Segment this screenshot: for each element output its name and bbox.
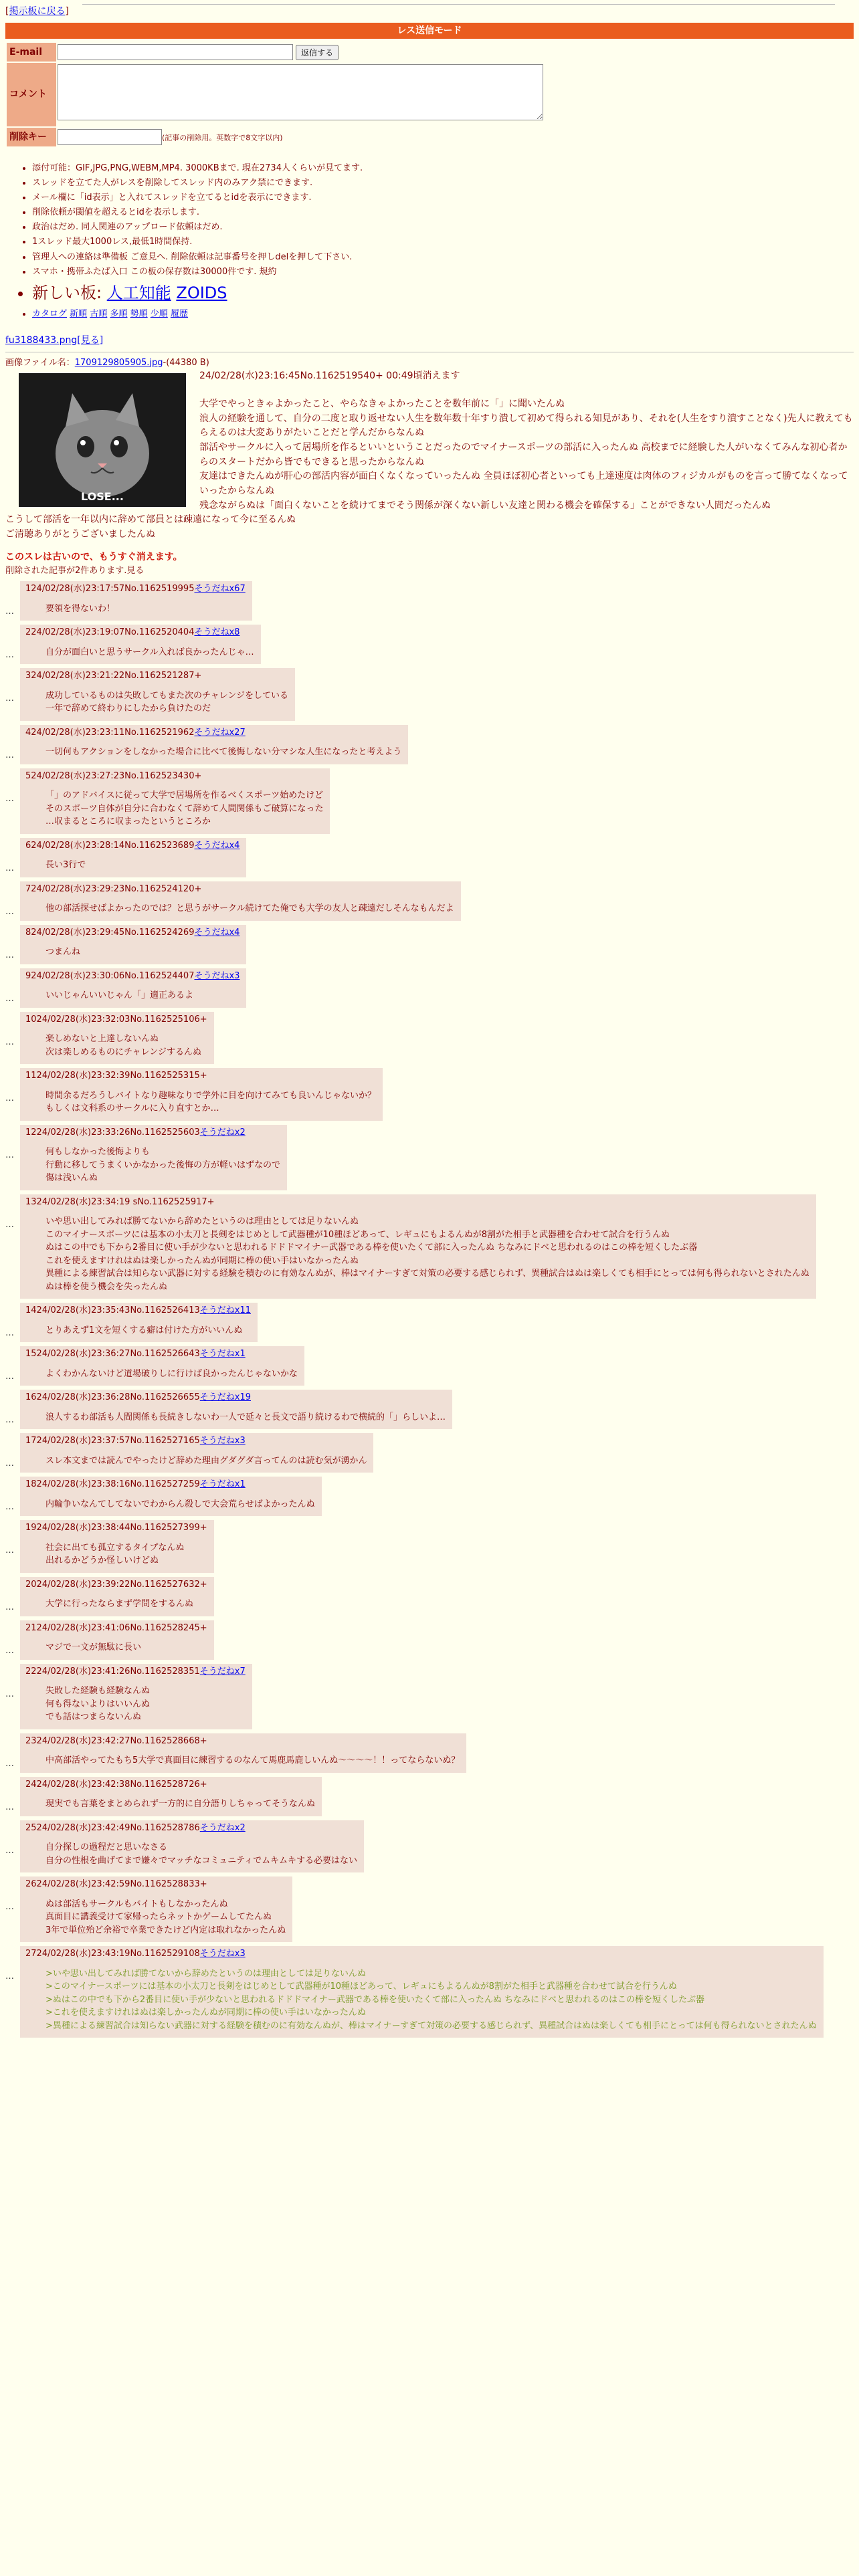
reply-meta: 1024/02/28(水)23:32:03No.1162525106+: [25, 1014, 207, 1025]
reply-indent: …: [5, 693, 14, 704]
reply-meta: 1724/02/28(水)23:37:57No.1162527165: [25, 1436, 200, 1446]
top-divider: [82, 4, 835, 5]
reply-header: [25, 1304, 251, 1317]
sodane-button[interactable]: そうだねx2: [199, 1127, 246, 1138]
reply-line: でも話はつまらないんぬ: [45, 1712, 142, 1723]
reply-header: [25, 1013, 207, 1027]
board-link-ai[interactable]: 人工知能: [106, 283, 171, 302]
reply-indent: …: [5, 1459, 14, 1469]
reply-line: 時間余るだろうしバイトなり趣味なりで学外に目を向けてみても良いんじゃないか？: [45, 1090, 377, 1101]
reply-box: [20, 1777, 322, 1816]
reply-header: [25, 1348, 298, 1361]
reply-box: [20, 1346, 304, 1386]
reply-box: [20, 1577, 214, 1616]
sodane-button[interactable]: そうだねx8: [194, 627, 240, 638]
reply-body: [45, 1089, 376, 1115]
reply-post: [5, 925, 854, 964]
op-header: 24/02/28(水)23:16:45No.1162519540+ 00:49頃消えます: [199, 370, 460, 382]
reply-box: [20, 625, 261, 664]
comment-field[interactable]: [58, 64, 543, 120]
reply-box: [20, 1820, 364, 1873]
sodane-button[interactable]: そうだねx4: [194, 840, 240, 851]
reply-box: [20, 1125, 287, 1190]
reply-meta: 1224/02/28(水)23:33:26No.1162525603: [25, 1127, 200, 1138]
reply-indent: …: [5, 1645, 14, 1656]
reply-meta: 2324/02/28(水)23:42:27No.1162528668+: [25, 1735, 207, 1746]
reply-line: ぬはこの中でも下から2番目に使い手が少ないと思われるドドドマイナー武器である棒を使いたくて部に入ったんぬ ちなみにドベと思われるのはこの棒を短くしたぶ器: [45, 1243, 698, 1253]
reply-body: [45, 1215, 809, 1293]
reply-box: [20, 1390, 452, 1429]
sodane-button[interactable]: そうだねx1: [199, 1349, 246, 1360]
reply-header: [25, 1196, 809, 1209]
reply-indent: …: [5, 750, 14, 760]
reply-list: [5, 581, 854, 2038]
reply-post: [5, 768, 854, 834]
rule-item: • 削除依頼が閾値を超えるとidを表示します.: [32, 205, 854, 220]
reply-line: 何もしなかった後悔よりも: [45, 1147, 151, 1158]
reply-meta: 2724/02/28(水)23:43:19No.1162529108: [25, 1949, 200, 1959]
attached-file-link[interactable]: fu3188433.png[見る]: [5, 334, 104, 346]
reply-meta: 524/02/28(水)23:27:23No.1162523430+: [25, 770, 202, 781]
op-line: 大学でやっときゃよかったこと、やらなきゃよかったことを数年前に「」に聞いたんぬ: [199, 398, 565, 409]
reply-box: [20, 925, 246, 964]
reply-box: [20, 1303, 258, 1342]
reply-indent: …: [5, 906, 14, 917]
reply-header: [25, 582, 246, 596]
reply-post: [5, 1733, 854, 1773]
reply-header: [25, 883, 454, 896]
reply-line: 一年で辞めて終わりにしたから負けたのだ: [45, 704, 211, 714]
reply-meta: 124/02/28(水)23:17:57No.1162519995: [25, 584, 195, 595]
reply-post: [5, 1433, 854, 1473]
reply-line: 現実でも言葉をまとめられず一方的に自分語りしちゃってそうなんぬ: [45, 1799, 316, 1810]
rule-item: • 添付可能：GIF,JPG,PNG,WEBM,MP4. 3000KBまで. 現在2734人くらいが見てます.: [32, 161, 854, 176]
op-file-link[interactable]: 1709129805905.jpg: [74, 357, 163, 368]
reply-box: [20, 1068, 383, 1121]
reply-meta: 624/02/28(水)23:28:14No.1162523689: [25, 840, 195, 851]
sodane-button[interactable]: そうだねx3: [194, 970, 240, 981]
reply-body: [45, 946, 240, 959]
mode-banner: レス送信モード: [5, 23, 854, 39]
thumb-caption: LOSE...: [81, 490, 124, 504]
reply-line: 出れるかどうか怪しいけどぬ: [45, 1555, 159, 1566]
comment-label: コメント: [7, 63, 56, 126]
reply-line: 成功しているものは失敗してもまた次のチャレンジをしている: [45, 690, 288, 701]
reply-line: 一切何もアクションをしなかった場合に比べて後悔しない分マシな人生になったと考えよう: [45, 747, 402, 758]
reply-box: [20, 881, 461, 921]
delkey-label: 削除キー: [7, 128, 56, 146]
reply-line: 他の部活探せばよかったのでは？と思うがサークル続けてた俺でも大学の友人と疎遠だしそんなもんだよ: [45, 903, 454, 914]
reply-indent: …: [5, 1502, 14, 1513]
reply-indent: …: [5, 1602, 14, 1612]
reply-box: [20, 1194, 816, 1299]
reply-body: [45, 603, 246, 616]
new-board-item: • 新しい板: 人工知能 ZOIDS: [32, 280, 854, 307]
reply-post: [5, 1477, 854, 1516]
reply-body: [45, 1033, 207, 1059]
reply-indent: …: [5, 1372, 14, 1382]
delkey-field[interactable]: [58, 129, 162, 145]
reply-indent: …: [5, 1545, 14, 1556]
reply-box: [20, 1733, 466, 1773]
reply-body: [45, 1411, 446, 1424]
rule-item: • スレッドを立てた人がレスを削除してスレッド内のみアク禁にできます.: [32, 176, 854, 191]
reply-line: 大学に行ったならまず学問をするんぬ: [45, 1599, 194, 1610]
reply-line: 失敗した経験も経験なんぬ: [45, 1686, 151, 1697]
sort-new-link[interactable]: 新順: [70, 308, 88, 319]
reply-post: [5, 625, 854, 664]
reply-indent: …: [5, 1902, 14, 1913]
sort-momentum-link[interactable]: 勢順: [130, 308, 148, 319]
reply-post: [5, 1303, 854, 1342]
reply-line: 傷は浅いんぬ: [45, 1173, 98, 1184]
reply-meta: 824/02/28(水)23:29:45No.1162524269: [25, 927, 195, 938]
op-line: こうして部活を一年以内に辞めて部員とは疎遠になって今に至るんぬ: [5, 514, 296, 526]
reply-header: [25, 970, 240, 983]
reply-header: [25, 1069, 376, 1083]
reply-body: [45, 1841, 357, 1867]
reply-header: [25, 1778, 315, 1792]
reply-meta: 724/02/28(水)23:29:23No.1162524120+: [25, 883, 202, 894]
reply-header: [25, 626, 254, 639]
reply-indent: …: [5, 650, 14, 661]
op-line: ご清聴ありがとうございましたんぬ: [5, 529, 155, 540]
reply-line: 中高部活やってたもち5大学で真面目に練習するのなんて馬鹿馬鹿しいんぬ〜〜〜〜！！ってならないぬ？: [45, 1755, 460, 1766]
reply-meta: 2624/02/28(水)23:42:59No.1162528833+: [25, 1879, 207, 1890]
op-line: 友達はできたんぬが肝心の部活内容が面白くなくなっていったんぬ 全員ほぼ初心者といっても上達速度は肉体のフィジカルがものを言って勝てなくなっていったからなんぬ: [199, 471, 848, 496]
reply-post: [5, 1946, 854, 2038]
reply-box: [20, 1433, 373, 1473]
reply-line: …収まるところに収まったというところか: [45, 817, 211, 827]
reply-box: [20, 581, 252, 621]
reply-meta: 1624/02/28(水)23:36:28No.1162526655: [25, 1392, 200, 1403]
reply-post: [5, 1876, 854, 1942]
reply-box: [20, 1876, 292, 1942]
reply-header: [25, 1478, 315, 1491]
sodane-button[interactable]: そうだねx11: [199, 1305, 251, 1316]
reply-meta: 1524/02/28(水)23:36:27No.1162526643: [25, 1349, 200, 1360]
reply-post: [5, 1664, 854, 1729]
reply-meta: 924/02/28(水)23:30:06No.1162524407: [25, 970, 195, 981]
expire-warning: このスレは古いので、もうすぐ消えます。: [5, 551, 183, 562]
reply-post: [5, 725, 854, 764]
reply-post: [5, 881, 854, 921]
back-to-board-link[interactable]: [掲示板に戻る]: [5, 5, 69, 17]
submit-button[interactable]: 返信する: [296, 45, 339, 60]
reply-body: [45, 859, 240, 872]
reply-box: [20, 1664, 252, 1729]
sodane-button[interactable]: そうだねx3: [199, 1949, 246, 1959]
reply-body: [45, 689, 288, 716]
reply-line: とりあえず1文を短くする癖は付けた方がいいんぬ: [45, 1325, 243, 1335]
reply-post: [5, 1577, 854, 1616]
rule-item: • メール欄に「id表示」と入れてスレッドを立てるとidを表示にできます.: [32, 191, 854, 205]
reply-line: つまんね: [45, 947, 81, 958]
reply-line: 自分が面白いと思うサークル入れば良かったんじゃ…: [45, 647, 254, 657]
catalog-link[interactable]: カタログ: [32, 308, 68, 319]
sodane-button[interactable]: そうだねx1: [199, 1479, 246, 1490]
reply-header: [25, 1878, 286, 1891]
reply-meta: 1324/02/28(水)23:34:19 sNo.1162525917+: [25, 1196, 215, 1207]
reply-line: 次は楽しめるものにチャレンジするんぬ: [45, 1047, 201, 1057]
reply-indent: …: [5, 1093, 14, 1104]
reply-header: [25, 1521, 207, 1535]
reply-body: [45, 1685, 246, 1724]
reply-header: [25, 839, 240, 853]
sodane-button[interactable]: そうだねx19: [199, 1392, 251, 1403]
reply-post: [5, 1620, 854, 1660]
reply-body: [45, 1754, 460, 1767]
reply-indent: …: [5, 793, 14, 804]
reply-box: [20, 1620, 214, 1660]
sodane-button[interactable]: そうだねx7: [199, 1666, 246, 1677]
reply-post: [5, 1777, 854, 1816]
op-file-info: 画像ファイル名：1709129805905.jpg-(44380 B): [5, 357, 209, 368]
reply-header: [25, 1735, 460, 1748]
sort-old-link[interactable]: 古順: [90, 308, 108, 319]
reply-post: [5, 668, 854, 721]
reply-line: そのスポーツ自体が自分に合わなくて辞めて人間関係もご破算になった: [45, 803, 324, 814]
reply-meta: 224/02/28(水)23:19:07No.1162520404: [25, 627, 195, 638]
reply-box: [20, 1946, 824, 2038]
reply-line: 社会に出ても孤立するタイプなんぬ: [45, 1542, 185, 1553]
reply-post: [5, 1012, 854, 1065]
reply-indent: …: [5, 1219, 14, 1230]
reply-box: [20, 838, 246, 877]
reply-line: 異種による練習試合は知らない武器に対する経験を積むのに有効なんぬが、棒はマイナーすぎて対策の必要する感じられず、異種試合はぬは楽しくても相手にとっては何も得られないとされたんぬ: [45, 1269, 809, 1279]
reply-indent: …: [5, 1758, 14, 1769]
reply-indent: …: [5, 1150, 14, 1160]
reply-line: ぬは部活もサークルもバイトもしなかったんぬ: [45, 1899, 228, 1909]
reply-line: 自分探しの過程だと思いなさる: [45, 1842, 168, 1853]
reply-line: 真面目に講義受けて家帰ったらネットかゲームしてたんぬ: [45, 1912, 272, 1923]
reply-header: [25, 1434, 367, 1448]
reply-meta: 2024/02/28(水)23:39:22No.1162527632+: [25, 1579, 207, 1590]
sodane-button[interactable]: そうだねx3: [199, 1436, 246, 1446]
reply-meta: 2224/02/28(水)23:41:26No.1162528351: [25, 1666, 200, 1677]
top-bar: [5, 0, 854, 23]
reply-line: 楽しめないと上達しないんぬ: [45, 1034, 159, 1045]
reply-quote-line: >異種による練習試合は知らない武器に対する経験を積むのに有効なんぬが、棒はマイナーすぎて対策の必要する感じられず、異種試合はぬは楽しくても相手にとっては何も得られないとされたんぬ: [45, 2020, 817, 2031]
reply-line: いや思い出してみれば勝てないから辞めたというのは理由としては足りないんぬ: [45, 1216, 359, 1227]
reply-quote-line: >このマイナースポーツには基本の小太刀と長剣をはじめとして武器種が10種ほどあって、レギュにもよるんぬが8割がた相手と武器種を合わせて試合を行うんぬ: [45, 1981, 677, 1992]
reply-line: 行動に移してうまくいかなかった後悔の方が軽いはずなので: [45, 1160, 281, 1170]
reply-indent: …: [5, 1415, 14, 1426]
sodane-button[interactable]: そうだねx27: [194, 727, 246, 738]
reply-line: このマイナースポーツには基本の小太刀と長剣をはじめとして武器種が10種ほどあって、レギュにもよるんぬが8割がた相手と武器種を合わせて試合を行うんぬ: [45, 1229, 670, 1240]
reply-indent: …: [5, 950, 14, 960]
reply-post: [5, 1125, 854, 1190]
reply-header: [25, 1622, 207, 1635]
reply-post: [5, 838, 854, 877]
reply-quote-line: >いや思い出してみれば勝てないから辞めたというのは理由としては足りないんぬ: [45, 1968, 366, 1979]
reply-line: いいじゃんいいじゃん「」適正あるよ: [45, 990, 194, 1001]
sort-many-link[interactable]: 多順: [110, 308, 128, 319]
reply-line: 3年で単位殆ど余裕で卒業できたけど内定は取れなかったんぬ: [45, 1925, 286, 1935]
reply-line: 長い3行で: [45, 860, 86, 871]
reply-header: [25, 669, 288, 683]
rules-list: [32, 161, 854, 322]
reply-body: [45, 1324, 251, 1337]
reply-line: ぬは棒を使う機会を失ったんぬ: [45, 1281, 168, 1292]
reply-line: マジで一文が無駄に長い: [45, 1642, 142, 1653]
op-line: 部活やサークルに入って居場所を作るといいということだったのでマイナースポーツの部活に入ったんぬ 高校までに経験した人がいなくてみんな初心者からのスタートだから皆でもできると思ったからなんぬ: [199, 441, 848, 467]
reply-post: [5, 1194, 854, 1299]
sodane-button[interactable]: そうだねx2: [199, 1822, 246, 1833]
reply-meta: 1824/02/28(水)23:38:16No.1162527259: [25, 1479, 200, 1490]
reply-quote-line: >ぬはこの中でも下から2番目に使い手が少ないと思われるドドドマイナー武器である棒を使いたくて部に入ったんぬ ちなみにドベと思われるのはこの棒を短くしたぶ器: [45, 1994, 705, 2005]
rule-item: • スマホ・携帯ふたば入口 この板の保存数は30000件です. 規約: [32, 265, 854, 280]
reply-box: [20, 1012, 214, 1065]
reply-body: [45, 1498, 315, 1511]
catalog-links: [32, 307, 854, 322]
reply-meta: 2424/02/28(水)23:42:38No.1162528726+: [25, 1779, 207, 1790]
reply-body: [45, 789, 323, 829]
sort-few-link[interactable]: 少順: [150, 308, 168, 319]
reply-body: [45, 1967, 817, 2033]
reply-body: [45, 902, 454, 916]
email-label: E-mail: [7, 43, 56, 62]
reply-indent: …: [5, 863, 14, 873]
reply-body: [45, 1455, 367, 1468]
reply-post: [5, 581, 854, 621]
reply-body: [45, 1898, 286, 1937]
reply-line: 浪人するわ部活も人間関係も長続きしないわ一人で延々と長文で語り続けるわで横続的「」らしいよ…: [45, 1412, 446, 1422]
reply-meta: 1924/02/28(水)23:38:44No.1162527399+: [25, 1523, 207, 1533]
deleted-note: 削除された記事が2件あります.見る: [5, 565, 145, 576]
reply-body: [45, 1798, 315, 1811]
board-link-zoids[interactable]: ZOIDS: [176, 283, 227, 302]
reply-line: 「」のアドバイスに従って大学で居場所を作るべくスポーツ始めたけど: [45, 790, 324, 801]
reply-quote-line: >これを使えますけれはぬは楽しかったんぬが同期に棒の使い手はいなかったんぬ: [45, 2008, 366, 2018]
reply-indent: …: [5, 1328, 14, 1339]
reply-header: [25, 1578, 207, 1592]
reply-body: [45, 646, 254, 659]
reply-meta: 2524/02/28(水)23:42:49No.1162528786: [25, 1822, 200, 1833]
reply-line: 自分の性根を曲げてまで嫌々でマッチなコミュニティでムキムキする必要はない: [45, 1855, 358, 1866]
reply-line: 内輪争いなんてしてないでわからん殺しで大会荒らせばよかったんぬ: [45, 1499, 315, 1509]
reply-body: [45, 1541, 207, 1568]
reply-indent: …: [5, 1971, 14, 1982]
reply-meta: 2124/02/28(水)23:41:06No.1162528245+: [25, 1622, 207, 1633]
reply-meta: 424/02/28(水)23:23:11No.1162521962: [25, 727, 195, 738]
reply-header: [25, 1126, 280, 1140]
reply-indent: …: [5, 1037, 14, 1047]
reply-indent: …: [5, 1689, 14, 1699]
op-thumbnail[interactable]: [19, 373, 186, 507]
reply-header: [25, 1947, 817, 1961]
reply-line: 要領を得ないわ！: [45, 603, 116, 614]
reply-body: [45, 1368, 298, 1381]
op-line: 浪人の経験を通して、自分の二度と取り返せない人生を数年数十年すり潰して初めて得られる知見があり、それを(人生をすり潰すことなく)先人に教えてもらえるのは大変ありがたいことだと学んだからなんぬ: [199, 413, 853, 439]
reply-body: [45, 989, 240, 1002]
reply-line: よくわかんないけど道場破りしに行けば良かったんじゃないかな: [45, 1368, 298, 1379]
reply-line: スレ本文までは読んでやったけど辞めた理由グダグダ言ってんのは読む気が湧かん: [45, 1455, 367, 1466]
rule-item: • 管理人への連絡は準備板 ご意見へ. 削除依頼は記事番号を押しdelを押して下さい.: [32, 250, 854, 265]
reply-post: [5, 1068, 854, 1121]
reply-header: [25, 1391, 446, 1404]
sodane-button[interactable]: そうだねx67: [194, 584, 246, 595]
reply-header: [25, 770, 323, 783]
reply-indent: …: [5, 607, 14, 617]
reply-meta: 324/02/28(水)23:21:22No.1162521287+: [25, 671, 202, 681]
reply-box: [20, 725, 408, 764]
history-link[interactable]: 履歴: [170, 308, 188, 319]
op-line: 残念ながらぬは「面白くないことを続けてまでそう関係が深くない新しい友達と関わる機会を確保する」ことができない人間だったんぬ: [199, 500, 771, 511]
reply-line: これを使えますけれはぬは楽しかったんぬが同期に棒の使い手はいなかったんぬ: [45, 1255, 359, 1266]
reply-header: [25, 926, 240, 940]
reply-meta: 1124/02/28(水)23:32:39No.1162525315+: [25, 1071, 207, 1081]
reply-post: [5, 968, 854, 1008]
reply-post: [5, 1520, 854, 1573]
sodane-button[interactable]: そうだねx4: [194, 927, 240, 938]
reply-line: もしくは文科系のサークルに入り直すとか…: [45, 1103, 219, 1114]
rule-item: • 政治はだめ. 同人関連のアップロード依頼はだめ.: [32, 220, 854, 235]
reply-body: [45, 1146, 280, 1185]
reply-box: [20, 1520, 214, 1573]
reply-header: [25, 1822, 357, 1835]
reply-body: [45, 1641, 207, 1654]
reply-body: [45, 746, 401, 759]
reply-body: [45, 1598, 207, 1611]
op-post: [5, 356, 854, 578]
reply-box: [20, 1477, 322, 1516]
reply-header: [25, 726, 401, 740]
reply-box: [20, 968, 246, 1008]
delkey-note: (記事の削除用。英数字で8文字以内): [162, 133, 283, 142]
reply-box: [20, 668, 295, 721]
reply-post: [5, 1390, 854, 1429]
rule-item: • 1スレッド最大1000レス,最低1時間保持.: [32, 235, 854, 249]
reply-indent: …: [5, 1802, 14, 1812]
reply-box: [20, 768, 330, 834]
reply-line: 何も得ないよりはいいんぬ: [45, 1699, 151, 1709]
reply-indent: …: [5, 1845, 14, 1856]
reply-post: [5, 1346, 854, 1386]
email-field[interactable]: [58, 44, 293, 60]
reply-meta: 1424/02/28(水)23:35:43No.1162526413: [25, 1305, 200, 1316]
reply-header: [25, 1665, 246, 1679]
reply-indent: …: [5, 993, 14, 1004]
post-form: [5, 41, 545, 148]
reply-post: [5, 1820, 854, 1873]
